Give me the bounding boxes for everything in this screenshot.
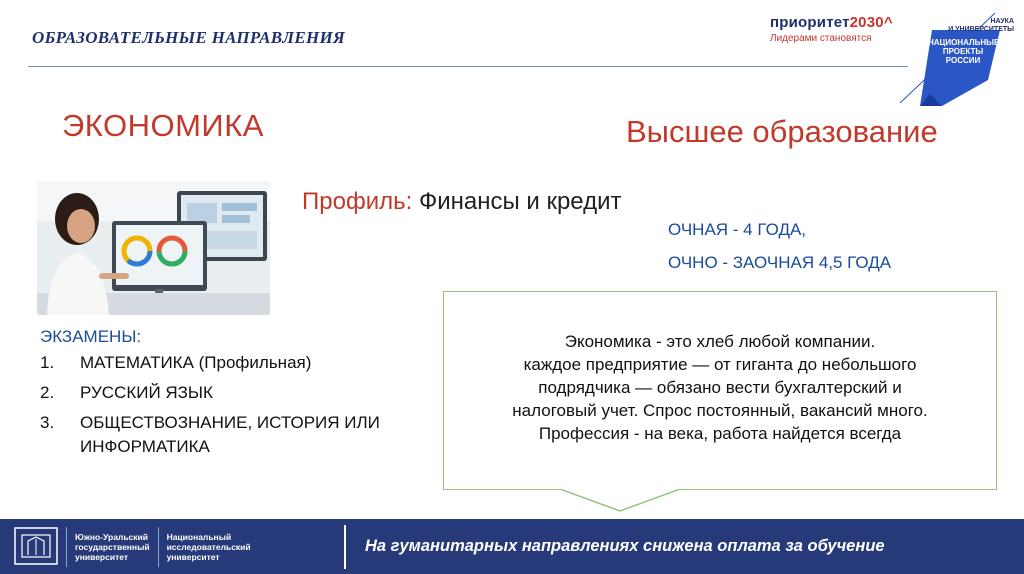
uni-line: государственный — [75, 542, 150, 552]
uni-line: Южно-Уральский — [75, 532, 148, 542]
education-level: Высшее образование — [626, 114, 938, 149]
status-line: исследовательский — [166, 542, 251, 552]
university-emblem-icon — [14, 527, 58, 567]
np-top-line2: И УНИВЕРСИТЕТЫ — [948, 25, 1014, 33]
exams-heading: ЭКЗАМЕНЫ: — [40, 327, 142, 346]
university-status — [167, 532, 251, 562]
exam-subject: РУССКИЙ ЯЗЫК — [80, 383, 213, 402]
exam-number: 2. — [40, 383, 55, 402]
section-title: ЭКОНОМИКА — [62, 108, 264, 143]
np-line3: РОССИИ — [945, 56, 981, 66]
exam-number: 1. — [40, 353, 55, 372]
status-line: Национальный — [166, 532, 232, 542]
header-divider — [28, 66, 908, 67]
study-forms — [668, 213, 891, 279]
list-item — [40, 351, 440, 375]
profile-label: Профиль: — [302, 188, 413, 215]
footer-notice: На гуманитарных направлениях снижена оплата за обучение — [365, 537, 885, 555]
student-photo — [37, 181, 270, 315]
footer-separator — [344, 525, 346, 569]
university-name — [75, 532, 150, 562]
uni-line: университет — [75, 552, 129, 562]
study-form-full-time: ОЧНАЯ - 4 ГОДА, — [668, 220, 807, 239]
page-title: ОБРАЗОВАТЕЛЬНЫЕ НАПРАВЛЕНИЯ — [32, 28, 346, 47]
profile-value: Финансы и кредит — [418, 188, 622, 215]
info-line: подрядчика — обязано вести бухгалтерский и — [538, 378, 902, 397]
np-line2: ПРОЕКТЫ — [942, 47, 984, 57]
priority-logo-year: 2030 — [849, 14, 884, 31]
list-item — [40, 411, 440, 459]
np-top-line1: НАУКА — [990, 18, 1014, 25]
info-line: Экономика - это хлеб любой компании. — [564, 332, 876, 351]
info-line: Профессия - на века, работа найдется всегда — [538, 424, 902, 443]
np-line1: НАЦИОНАЛЬНЫЕ — [928, 38, 1000, 47]
profile-block — [302, 186, 622, 217]
priority-logo-tagline: Лидерами становятся — [770, 33, 872, 44]
exams-block — [40, 327, 440, 465]
exam-subject: ОБЩЕСТВОЗНАНИЕ, ИСТОРИЯ ИЛИ ИНФОРМАТИКА — [80, 413, 380, 456]
priority-2030-logo — [770, 14, 893, 44]
study-form-part-time: ОЧНО - ЗАОЧНАЯ 4,5 ГОДА — [668, 253, 892, 272]
info-callout-text — [455, 330, 985, 445]
exams-list — [40, 351, 440, 459]
exam-number: 3. — [40, 413, 55, 432]
list-item — [40, 381, 440, 405]
callout-pointer — [560, 489, 680, 515]
priority-logo-mark: ^ — [883, 14, 893, 31]
logo-divider — [158, 527, 159, 567]
exam-subject: МАТЕМАТИКА (Профильная) — [80, 353, 312, 372]
status-line: университет — [166, 552, 220, 562]
footer-bar — [0, 519, 1024, 574]
priority-logo-name: приоритет — [770, 14, 850, 31]
info-line: налоговый учет. Спрос постоянный, вакансий много. — [512, 401, 928, 420]
national-projects-logo — [880, 8, 1024, 108]
logo-divider — [66, 527, 67, 567]
university-logo — [14, 527, 251, 567]
info-line: каждое предприятие — от гиганта до небольшого — [523, 355, 917, 374]
